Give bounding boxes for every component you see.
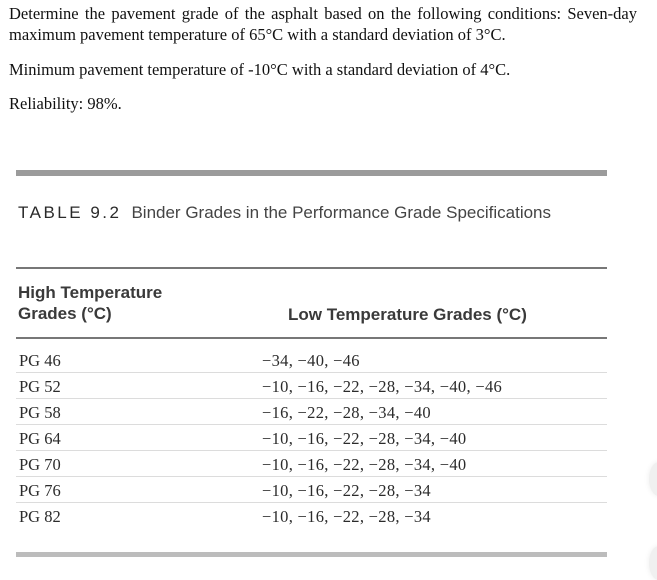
grade-cell: PG 70 [19,455,61,474]
column-header-low-temp: Low Temperature Grades (°C) [288,305,527,324]
table-row [16,400,607,426]
row-divider [16,398,607,399]
problem-reliability-text: Reliability: 98%. [9,94,122,113]
low-grades-cell: −10, −16, −22, −28, −34 [262,507,431,526]
grade-cell: PG 82 [19,507,61,526]
low-grades-cell: −10, −16, −22, −28, −34, −40 [262,429,467,448]
table-row [16,504,607,530]
column-header-high-temp: High Temperature Grades (°C) [18,283,163,323]
table-top-border [16,170,607,176]
table-row [16,452,607,478]
grade-cell: PG 58 [19,403,61,422]
table-row [16,426,607,452]
row-divider [16,476,607,477]
table-header-bottom-rule [16,337,607,339]
row-divider [16,424,607,425]
row-divider [16,450,607,451]
low-grades-cell: −16, −22, −28, −34, −40 [262,403,431,422]
problem-conditions-text: Determine the pavement grade of the asphalt based on the following conditions: Seven-day maximum pavement temperature of 65°C with a standard deviation of 3°C. [9,4,637,44]
row-divider [16,502,607,503]
table-body [16,348,607,530]
grade-cell: PG 46 [19,351,61,370]
table-row [16,478,607,504]
problem-statement [9,3,637,114]
table-header-top-rule [16,267,607,269]
table-row [16,374,607,400]
table-panel [0,156,657,580]
table-title: Binder Grades in the Performance Grade Specifications [131,203,551,222]
grade-cell: PG 52 [19,377,61,396]
table-caption [18,202,578,223]
table-bottom-border [16,552,607,557]
low-grades-cell: −34, −40, −46 [262,351,360,370]
problem-min-temp-text: Minimum pavement temperature of -10°C with a standard deviation of 4°C. [9,60,511,79]
table-label: TABLE 9.2 [18,203,122,222]
grade-cell: PG 64 [19,429,61,448]
table-row [16,348,607,374]
low-grades-cell: −10, −16, −22, −28, −34, −40, −46 [262,377,503,396]
low-grades-cell: −10, −16, −22, −28, −34 [262,481,431,500]
grade-cell: PG 76 [19,481,61,500]
low-grades-cell: −10, −16, −22, −28, −34, −40 [262,455,467,474]
row-divider [16,372,607,373]
